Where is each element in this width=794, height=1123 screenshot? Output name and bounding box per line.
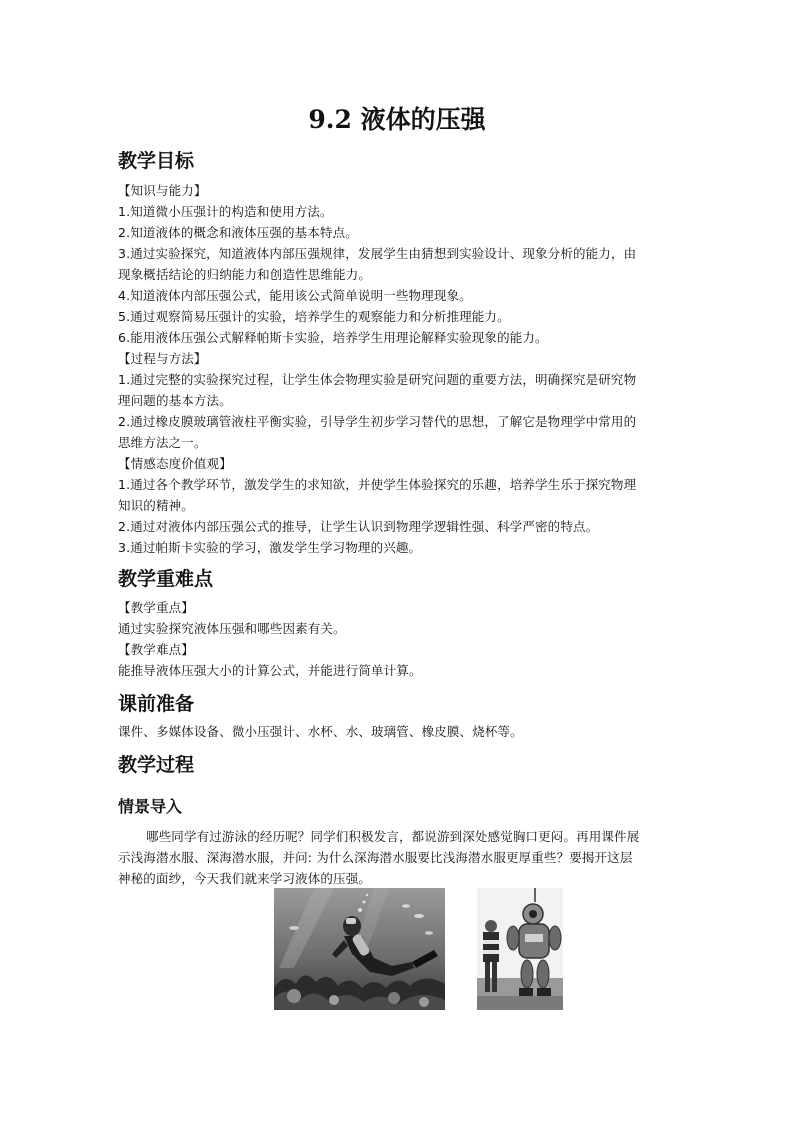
objective-line: 6.能用液体压强公式解释帕斯卡实验，培养学生用理论解释实验现象的能力。	[118, 330, 548, 345]
heading-preparation: 课前准备	[118, 693, 195, 715]
label-attitude: 【情感态度价值观】	[118, 456, 232, 471]
objective-line: 2.通过橡皮膜玻璃管液柱平衡实验，引导学生初步学习替代的思想，了解它是物理学中常用的	[118, 414, 637, 429]
objective-line: 理问题的基本方法。	[118, 393, 232, 408]
label-focus: 【教学重点】	[118, 600, 194, 615]
objective-line: 4.知道液体内部压强公式，能用该公式简单说明一些物理现象。	[118, 288, 472, 303]
objective-line: 现象概括结论的归纳能力和创造性思维能力。	[118, 267, 372, 282]
objective-line: 1.通过完整的实验探究过程，让学生体会物理实验是研究问题的重要方法，明确探究是研究物	[118, 372, 637, 387]
focus-text: 通过实验探究液体压强和哪些因素有关。	[118, 621, 346, 636]
diver-photo-illustration	[274, 888, 445, 1010]
heading-teaching-process: 教学过程	[118, 754, 195, 776]
objective-line: 5.通过观察简易压强计的实验，培养学生的观察能力和分析推理能力。	[118, 309, 510, 324]
label-process-method: 【过程与方法】	[118, 351, 207, 366]
objective-line: 3.通过帕斯卡实验的学习，激发学生学习物理的兴趣。	[118, 540, 422, 555]
page-title: 9.2 液体的压强	[308, 105, 486, 134]
label-difficulty: 【教学难点】	[118, 642, 194, 657]
heading-keypoints: 教学重难点	[118, 568, 214, 590]
objective-line: 知识的精神。	[118, 498, 194, 513]
intro-paragraph-line: 神秘的面纱，今天我们就来学习液体的压强。	[118, 871, 372, 886]
objective-line: 1.知道微小压强计的构造和使用方法。	[118, 204, 333, 219]
deep-diving-suit-photo	[477, 888, 563, 1010]
difficulty-text: 能推导液体压强大小的计算公式，并能进行简单计算。	[118, 663, 422, 678]
label-knowledge: 【知识与能力】	[118, 183, 207, 198]
heading-objectives: 教学目标	[118, 150, 195, 172]
diving-suit-illustration	[477, 888, 563, 1010]
objective-line: 1.通过各个教学环节，激发学生的求知欲，并使学生体验探究的乐趣，培养学生乐于探究物理	[118, 477, 637, 492]
intro-paragraph-line: 示浅海潜水服、深海潜水服，并问: 为什么深海潜水服要比浅海潜水服更厚重些？要揭开这层	[118, 850, 633, 865]
intro-paragraph-line: 哪些同学有过游泳的经历呢？同学们积极发言，都说游到深处感觉胸口更闷。再用课件展	[146, 829, 640, 844]
objective-line: 思维方法之一。	[118, 435, 207, 450]
diver-photo	[274, 888, 445, 1010]
objective-line: 2.知道液体的概念和液体压强的基本特点。	[118, 225, 358, 240]
objective-line: 2.通过对液体内部压强公式的推导，让学生认识到物理学逻辑性强、科学严密的特点。	[118, 519, 599, 534]
objective-line: 3.通过实验探究，知道液体内部压强规律，发展学生由猜想到实验设计、现象分析的能力，由	[118, 246, 637, 261]
preparation-text: 课件、多媒体设备、微小压强计、水杯、水、玻璃管、橡皮膜、烧杯等。	[118, 724, 523, 739]
subheading-scene-intro: 情景导入	[118, 797, 183, 816]
